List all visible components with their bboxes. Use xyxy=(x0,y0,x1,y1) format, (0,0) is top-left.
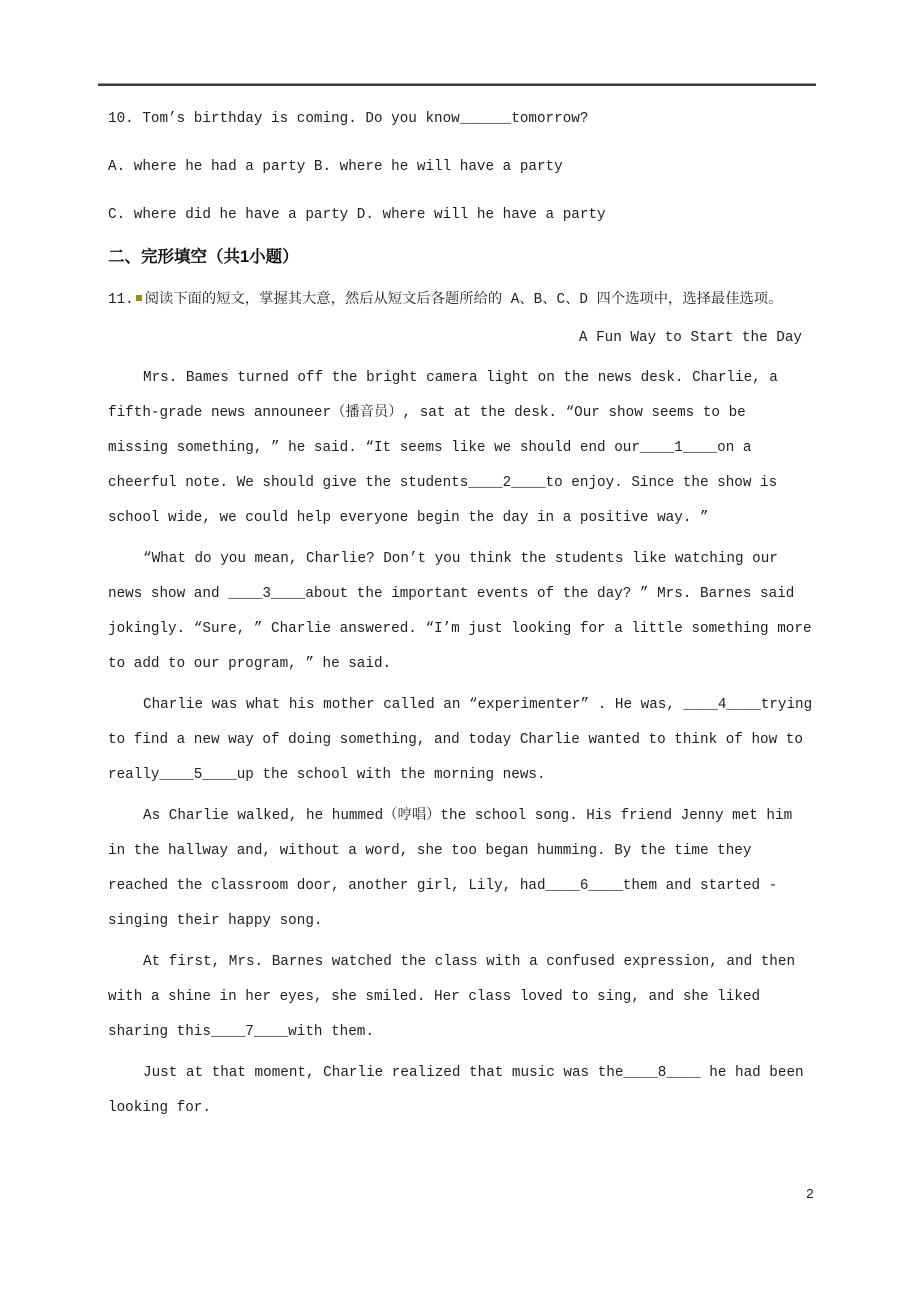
document-content xyxy=(108,102,821,1132)
page-number: 2 xyxy=(805,1188,814,1203)
passage-paragraph-5: At first, Mrs. Barnes watched the class with a confused expression, and then with a shine in her eyes, she smiled. Her class loved to sing, and she liked sharing this____7____with them. xyxy=(108,954,804,1040)
question-10-options-cd: C. where did he have a party D. where will he have a party xyxy=(108,207,606,223)
passage-paragraph-1: Mrs. Bames turned off the bright camera light on the news desk. Charlie, a fifth-grade news announeer（播音员）, sat at the desk. “Our show seems to be missing something, ” he said. “It seems like we should end our____1____on a cheerful note. We should give the students____2____to enjoy. Since the show is school wide, we could help everyone begin the day in a positive way. ” xyxy=(108,370,787,526)
passage-paragraph-2: “What do you mean, Charlie? Don’t you think the students like watching our news show and ____3____about the important events of the day? ” Mrs. Barnes said jokingly. “Sure, ” Charlie answered. “I’m just looking for a little something more to add to our program, ” he said. xyxy=(108,551,821,672)
passage-paragraph-3: Charlie was what his mother called an “experimenter” . He was, ____4____trying to find a new way of doing something, and today Charlie wanted to think of how to really____5____up the school with the morning news. xyxy=(108,697,821,783)
question-10-text: 10. Tom’s birthday is coming. Do you know______tomorrow? xyxy=(108,111,589,127)
question-11-instructions xyxy=(108,283,814,317)
question-10-options-ab: A. where he had a party B. where he will have a party xyxy=(108,159,563,175)
passage-title: A Fun Way to Start the Day xyxy=(578,330,802,346)
section-heading-cloze: 二、完形填空（共1小题） xyxy=(108,248,299,266)
question-11-number: 11. xyxy=(108,292,134,308)
annotation-marker-icon xyxy=(136,295,142,301)
header-separator-line xyxy=(98,83,816,86)
question-11-instructions-text: 阅读下面的短文，掌握其大意，然后从短文后各题所给的 A、B、C、D 四个选项中，选择最佳选项。 xyxy=(144,292,783,308)
passage-paragraph-4: As Charlie walked, he hummed（哼唱）the school song. His friend Jenny met him in the hallway and, without a word, she too began humming. By the time they reached the classroom door, another girl, Lily, had____6____them and started -singing their happy song. xyxy=(108,808,801,929)
passage-paragraph-6: Just at that moment, Charlie realized that music was the____8____ he had been looking for. xyxy=(108,1065,813,1116)
